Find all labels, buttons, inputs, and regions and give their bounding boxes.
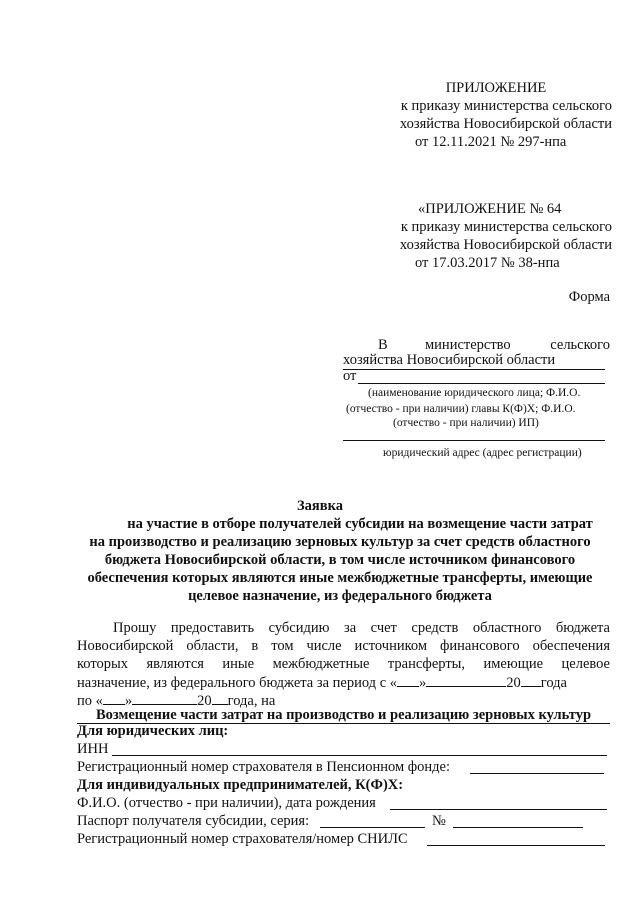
addressee-from-underline bbox=[358, 383, 605, 384]
inn-label: ИНН bbox=[77, 741, 109, 757]
appendix-2-line-3: от 17.03.2017 № 38-нпа bbox=[415, 255, 560, 271]
inn-field[interactable] bbox=[112, 755, 607, 756]
addressee-word-2: министерство bbox=[425, 337, 511, 353]
period-from-quote: » bbox=[419, 675, 427, 691]
body-line-2: Новосибирской области, в том числе источником финансового обеспечения bbox=[77, 638, 610, 654]
period-from-day-field[interactable] bbox=[397, 673, 419, 687]
period-to-month-field[interactable] bbox=[132, 691, 197, 705]
passport-number-label: № bbox=[432, 813, 446, 829]
passport-number-field[interactable] bbox=[453, 827, 583, 828]
appendix-2-title: «ПРИЛОЖЕНИЕ № 64 bbox=[418, 201, 562, 217]
addressee-line-2: хозяйства Новосибирской области bbox=[343, 352, 556, 368]
addressee-hint-4: юридический адрес (адрес регистрации) bbox=[383, 447, 582, 459]
body-line-1: Прошу предоставить субсидию за счет средств областного бюджета bbox=[113, 620, 610, 636]
passport-label: Паспорт получателя субсидии, серия: bbox=[77, 813, 310, 829]
addressee-word-1: В bbox=[378, 337, 388, 353]
addressee-line-2-underline bbox=[343, 369, 605, 370]
appendix-1-line-1: к приказу министерства сельского bbox=[400, 98, 612, 114]
period-to-year-label: года, на bbox=[227, 693, 276, 709]
appendix-2-line-2: хозяйства Новосибирской области bbox=[399, 237, 612, 253]
body-line-3: которых являются иные межбюджетные трансферты, имеющие целевое bbox=[77, 656, 610, 672]
period-from-month-field[interactable] bbox=[426, 673, 506, 687]
addressee-address-underline bbox=[343, 440, 605, 441]
appendix-block-1 bbox=[380, 79, 612, 97]
snils-label: Регистрационный номер страхователя/номер СНИЛС bbox=[77, 831, 408, 847]
period-from-year-label: года bbox=[540, 675, 567, 691]
request-heading-line-5: целевое назначение, из федерального бюджета bbox=[188, 588, 492, 604]
body-line-4 bbox=[77, 673, 567, 692]
snils-field[interactable] bbox=[427, 845, 605, 846]
section-title: Возмещение части затрат на производство и реализацию зерновых культур bbox=[95, 707, 592, 723]
period-from-text: назначение, из федерального бюджета за период с « bbox=[77, 675, 397, 691]
addressee-from: от bbox=[343, 368, 357, 384]
period-from-century: 20 bbox=[506, 675, 521, 691]
fio-label: Ф.И.О. (отчество - при наличии), дата рождения bbox=[77, 795, 376, 811]
request-heading-line-1: на участие в отборе получателей субсидии на возмещение части затрат bbox=[127, 516, 593, 532]
request-heading-line-2: на производство и реализацию зерновых культур за счет средств областного bbox=[89, 534, 591, 550]
period-to-text: по « bbox=[77, 693, 103, 709]
request-heading-line-3: бюджета Новосибирской области, в том числе источником финансового bbox=[104, 552, 576, 568]
appendix-2-line-1: к приказу министерства сельского bbox=[400, 219, 612, 235]
period-to-day-field[interactable] bbox=[103, 691, 125, 705]
appendix-1-title: ПРИЛОЖЕНИЕ bbox=[445, 80, 547, 96]
addressee-hint-2: (отчество - при наличии) главы К(Ф)Х; Ф.И.О. bbox=[346, 403, 576, 415]
legal-heading: Для юридических лиц: bbox=[77, 723, 229, 739]
individual-heading: Для индивидуальных предпринимателей, К(Ф)Х: bbox=[77, 777, 404, 793]
period-to-year-field[interactable] bbox=[212, 691, 228, 705]
period-to-century: 20 bbox=[197, 693, 212, 709]
period-from-year-field[interactable] bbox=[521, 673, 541, 687]
fio-field[interactable] bbox=[390, 809, 607, 810]
addressee-hint-3: (отчество - при наличии) ИП) bbox=[393, 417, 539, 429]
appendix-1-line-3: от 12.11.2021 № 297-нпа bbox=[415, 134, 567, 150]
addressee-word-3: сельского bbox=[550, 337, 610, 353]
request-title: Заявка bbox=[297, 498, 343, 514]
pension-field[interactable] bbox=[470, 773, 604, 774]
period-to-quote: » bbox=[124, 693, 133, 709]
pension-label: Регистрационный номер страхователя в Пенсионном фонде: bbox=[77, 759, 451, 775]
passport-series-field[interactable] bbox=[320, 827, 425, 828]
appendix-1-line-2: хозяйства Новосибирской области bbox=[399, 116, 612, 132]
form-label: Форма bbox=[568, 289, 610, 305]
request-heading-line-4: обеспечения которых являются иные межбюджетные трансферты, имеющие bbox=[87, 570, 593, 586]
addressee-hint-1: (наименование юридического лица; Ф.И.О. bbox=[368, 387, 581, 399]
